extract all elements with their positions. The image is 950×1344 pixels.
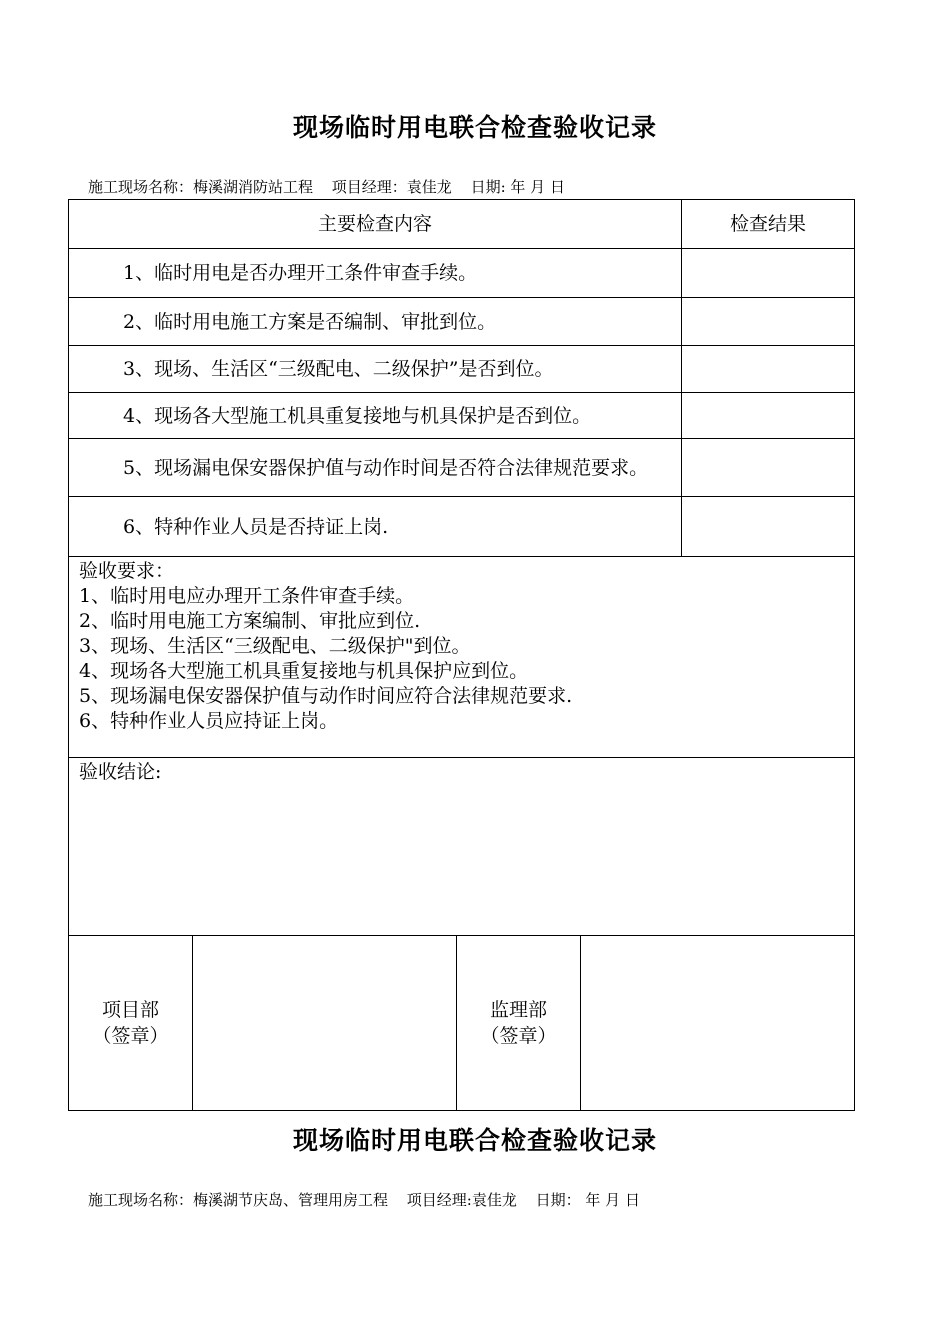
conclusion-cell[interactable] [69, 758, 855, 936]
project-dept-label-cell [69, 936, 193, 1111]
check-result-4[interactable] [682, 393, 855, 439]
second-project-manager: 项目经理:袁佳龙 [406, 1191, 517, 1209]
table-row [69, 497, 855, 557]
check-item-6: 6、特种作业人员是否持证上岗. [69, 497, 682, 557]
inspection-table [68, 199, 855, 1111]
second-site-name: 施工现场名称：梅溪湖节庆岛、管理用房工程 [88, 1191, 389, 1209]
page-title: 现场临时用电联合检查验收记录 [292, 113, 657, 142]
table-row [69, 393, 855, 439]
supervision-dept-signature[interactable] [581, 936, 855, 1111]
second-date-field: 日期： 年 月 日 [535, 1191, 640, 1209]
supervision-dept-label-cell [457, 936, 581, 1111]
table-row [69, 249, 855, 298]
date-field: 日期: 年 月 日 [470, 178, 565, 196]
check-item-2: 2、临时用电施工方案是否编制、审批到位。 [69, 298, 682, 346]
table-row [69, 346, 855, 393]
check-result-6[interactable] [682, 497, 855, 557]
second-record-title: 现场临时用电联合检查验收记录 [292, 1126, 657, 1155]
header-result: 检查结果 [682, 200, 855, 249]
requirement-4: 4、现场各大型施工机具重复接地与机具保护应到位。 [79, 660, 529, 682]
requirements-row [69, 557, 855, 758]
check-item-3: 3、现场、生活区“三级配电、二级保护”是否到位。 [69, 346, 682, 393]
supervision-dept-stamp: （签章） [480, 1025, 557, 1047]
header-info [88, 176, 579, 197]
requirement-2: 2、临时用电施工方案编制、审批应到位. [79, 610, 421, 632]
check-result-1[interactable] [682, 249, 855, 298]
requirements-label: 验收要求： [79, 560, 175, 582]
project-dept-label: 项目部 [101, 999, 159, 1021]
requirement-5: 5、现场漏电保安器保护值与动作时间应符合法律规范要求. [79, 685, 573, 707]
conclusion-row [69, 758, 855, 936]
header-content: 主要检查内容 [69, 200, 682, 249]
requirements-cell [69, 557, 855, 758]
check-item-5: 5、现场漏电保安器保护值与动作时间是否符合法律规范要求。 [69, 439, 682, 497]
table-header-row [69, 200, 855, 249]
requirement-1: 1、临时用电应办理开工条件审查手续。 [79, 585, 415, 607]
check-result-5[interactable] [682, 439, 855, 497]
check-item-1: 1、临时用电是否办理开工条件审查手续。 [69, 249, 682, 298]
project-dept-signature[interactable] [193, 936, 457, 1111]
check-result-3[interactable] [682, 346, 855, 393]
conclusion-label: 验收结论: [79, 761, 162, 783]
check-result-2[interactable] [682, 298, 855, 346]
signature-row [69, 936, 855, 1111]
table-row [69, 439, 855, 497]
project-dept-stamp: （签章） [92, 1025, 169, 1047]
check-item-4: 4、现场各大型施工机具重复接地与机具保护是否到位。 [69, 393, 682, 439]
supervision-dept-label: 监理部 [489, 999, 547, 1021]
table-row [69, 298, 855, 346]
requirement-3: 3、现场、生活区“三级配电、二级保护"到位。 [79, 635, 471, 657]
site-name: 施工现场名称：梅溪湖消防站工程 [88, 178, 314, 196]
second-header-info [88, 1189, 654, 1210]
project-manager: 项目经理：袁佳龙 [331, 178, 452, 196]
requirement-6: 6、特种作业人员应持证上岗。 [79, 710, 339, 732]
